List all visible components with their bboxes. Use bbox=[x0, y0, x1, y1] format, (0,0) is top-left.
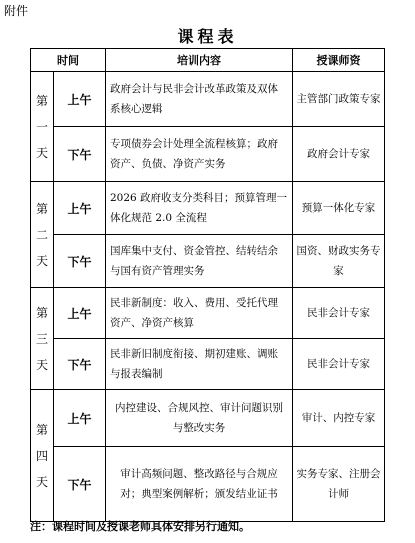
session-teacher: 民非会计专家 bbox=[293, 288, 385, 339]
session-teacher: 预算一体化专家 bbox=[293, 182, 385, 235]
session-half: 上午 bbox=[54, 390, 106, 447]
session-content: 专项债券会计处理全流程核算；政府资产、负债、净资产实务 bbox=[106, 127, 293, 182]
page-title: 课程表 bbox=[177, 27, 238, 46]
table-row bbox=[31, 72, 385, 127]
session-half: 下午 bbox=[54, 447, 106, 522]
schedule-table bbox=[30, 48, 385, 522]
day-label: 第 二 天 bbox=[31, 182, 54, 288]
session-teacher: 国资、财政实务专家 bbox=[293, 235, 385, 288]
session-half: 下午 bbox=[54, 127, 106, 182]
session-half: 上午 bbox=[54, 182, 106, 235]
day-label: 第 三 天 bbox=[31, 288, 54, 390]
session-half: 上午 bbox=[54, 288, 106, 339]
day-label: 第 一 天 bbox=[31, 72, 54, 182]
session-teacher: 民非会计专家 bbox=[293, 339, 385, 390]
table-row bbox=[31, 235, 385, 288]
session-content: 民非新制度：收入、费用、受托代理资产、净资产核算 bbox=[106, 288, 293, 339]
header-row bbox=[31, 49, 385, 72]
session-content: 2026 政府收支分类科目；预算管理一体化规范 2.0 全流程 bbox=[106, 182, 293, 235]
header-teacher: 授课师资 bbox=[293, 49, 385, 72]
session-teacher: 政府会计专家 bbox=[293, 127, 385, 182]
table-row bbox=[31, 447, 385, 522]
session-content: 政府会计与民非会计改革政策及双体系核心逻辑 bbox=[106, 72, 293, 127]
table-row bbox=[31, 339, 385, 390]
session-half: 上午 bbox=[54, 72, 106, 127]
attachment-label: 附件 bbox=[4, 4, 29, 18]
session-content: 国库集中支付、资金管控、结转结余与国有资产管理实务 bbox=[106, 235, 293, 288]
session-content: 审计高频问题、整改路径与合规应对；典型案例解析；颁发结业证书 bbox=[106, 447, 293, 522]
table-row bbox=[31, 127, 385, 182]
header-content: 培训内容 bbox=[106, 49, 293, 72]
table-row bbox=[31, 182, 385, 235]
session-teacher: 审计、内控专家 bbox=[293, 390, 385, 447]
header-time: 时间 bbox=[31, 49, 106, 72]
session-teacher: 主管部门政策专家 bbox=[293, 72, 385, 127]
session-half: 下午 bbox=[54, 339, 106, 390]
table-row bbox=[31, 288, 385, 339]
session-half: 下午 bbox=[54, 235, 106, 288]
day-label: 第 四 天 bbox=[31, 390, 54, 522]
footnote: 注：课程时间及授课老师具体安排另行通知。 bbox=[30, 520, 250, 533]
session-teacher: 实务专家、注册会计师 bbox=[293, 447, 385, 522]
session-content: 内控建设、合规风控、审计问题识别与整改实务 bbox=[106, 390, 293, 447]
session-content: 民非新旧制度衔接、期初建账、调账与报表编制 bbox=[106, 339, 293, 390]
table-row bbox=[31, 390, 385, 447]
